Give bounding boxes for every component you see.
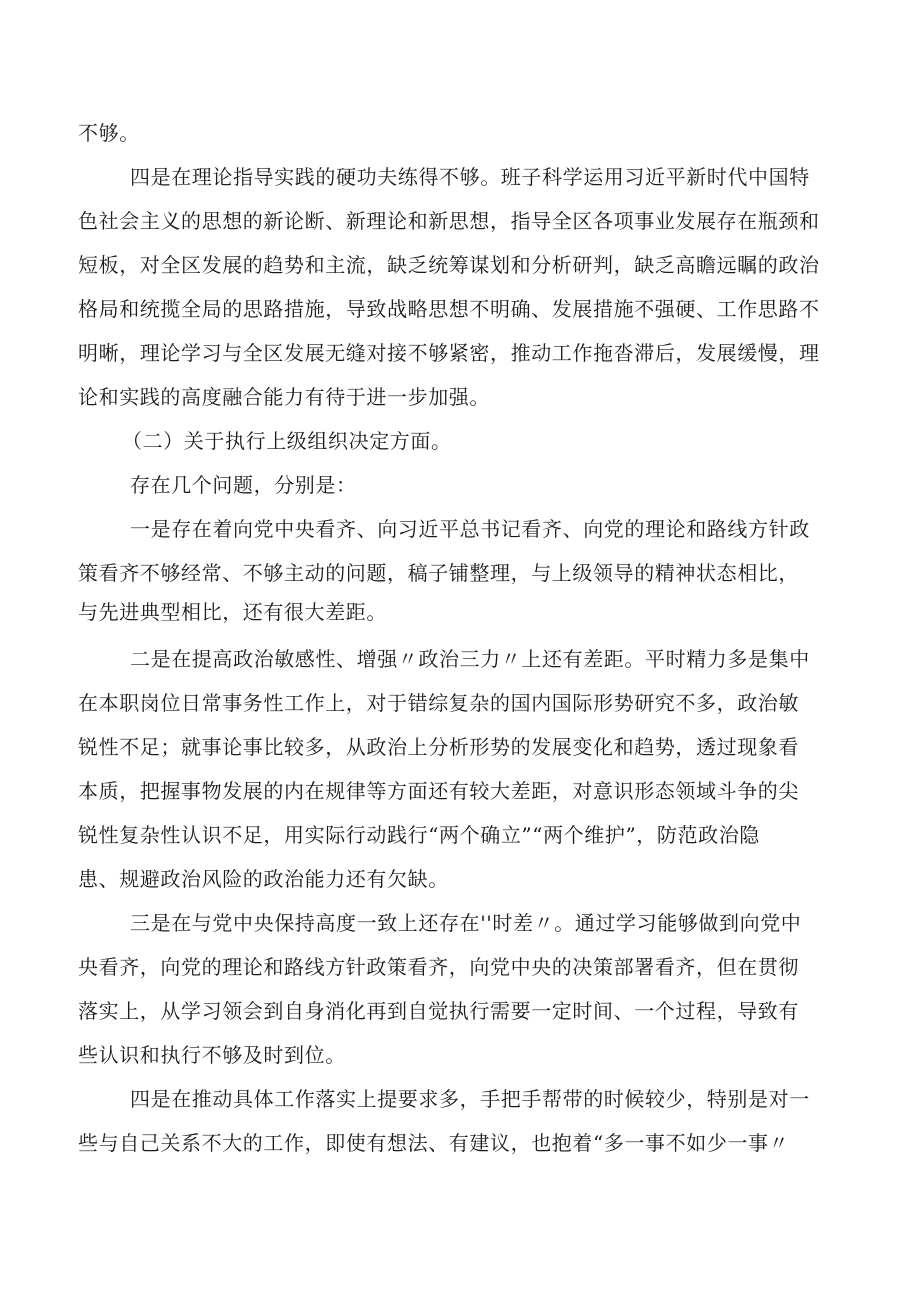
paragraph-start-line: 三是在与党中央保持高度一致上还存在''时差〃。通过学习能够做到向党中 <box>130 911 802 935</box>
text-line: 色社会主义的思想的新论断、新理论和新思想，指导全区各项事业发展存在瓶颈和 <box>78 209 820 233</box>
text-line: 论和实践的高度融合能力有待于进一步加强。 <box>78 385 490 409</box>
text-line: 锐性不足；就事论事比较多，从政治上分析形势的发展变化和趋势，透过现象看 <box>78 735 799 759</box>
text-line: 些与自己关系不大的工作，即使有想法、有建议，也抱着“多一事不如少一事〃 <box>78 1131 790 1155</box>
paragraph-start-line: 存在几个问题，分别是： <box>130 473 357 497</box>
text-line: 锐性复杂性认识不足，用实际行动践行“两个确立”“两个维护”，防范政治隐 <box>78 823 760 847</box>
text-line: 格局和统揽全局的思路措施，导致战略思想不明确、发展措施不强硬、工作思路不 <box>78 297 820 321</box>
text-line: 央看齐，向党的理论和路线方针政策看齐，向党中央的决策部署看齐，但在贯彻 <box>78 955 799 979</box>
text-line: 短板，对全区发展的趋势和主流，缺乏统筹谋划和分析研判，缺乏高瞻远瞩的政治 <box>78 253 820 277</box>
text-line: 患、规避政治风险的政治能力还有欠缺。 <box>78 867 449 891</box>
paragraph-start-line: 四是在推动具体工作落实上提要求多，手把手帮带的时候较少，特别是对一 <box>130 1087 810 1111</box>
text-line: 明晰，理论学习与全区发展无缝对接不够紧密，推动工作拖沓滞后，发展缓慢，理 <box>78 341 820 365</box>
text-line: 策看齐不够经常、不够主动的问题，稿子铺整理，与上级领导的精神状态相比， <box>78 561 799 585</box>
text-line: 些认识和执行不够及时到位。 <box>78 1043 346 1067</box>
paragraph-start-line: 一是存在着向党中央看齐、向习近平总书记看齐、向党的理论和路线方针政 <box>130 517 810 541</box>
text-line: 落实上，从学习领会到自身消化再到自觉执行需要一定时间、一个过程，导致有 <box>78 999 799 1023</box>
text-line: 不够。 <box>78 121 140 145</box>
section-heading: （二）关于执行上级组织决定方面。 <box>122 429 452 453</box>
text-line: 与先进典型相比，还有很大差距。 <box>78 600 387 624</box>
paragraph-start-line: 四是在理论指导实践的硬功夫练得不够。班子科学运用习近平新时代中国特 <box>130 165 810 189</box>
text-line: 在本职岗位日常事务性工作上，对于错综复杂的国内国际形势研究不多，政治敏 <box>78 691 799 715</box>
paragraph-start-line: 二是在提高政治敏感性、增强〃政治三力〃上还有差距。平时精力多是集中 <box>130 647 810 671</box>
text-line: 本质，把握事物发展的内在规律等方面还有较大差距，对意识形态领域斗争的尖 <box>78 779 799 803</box>
